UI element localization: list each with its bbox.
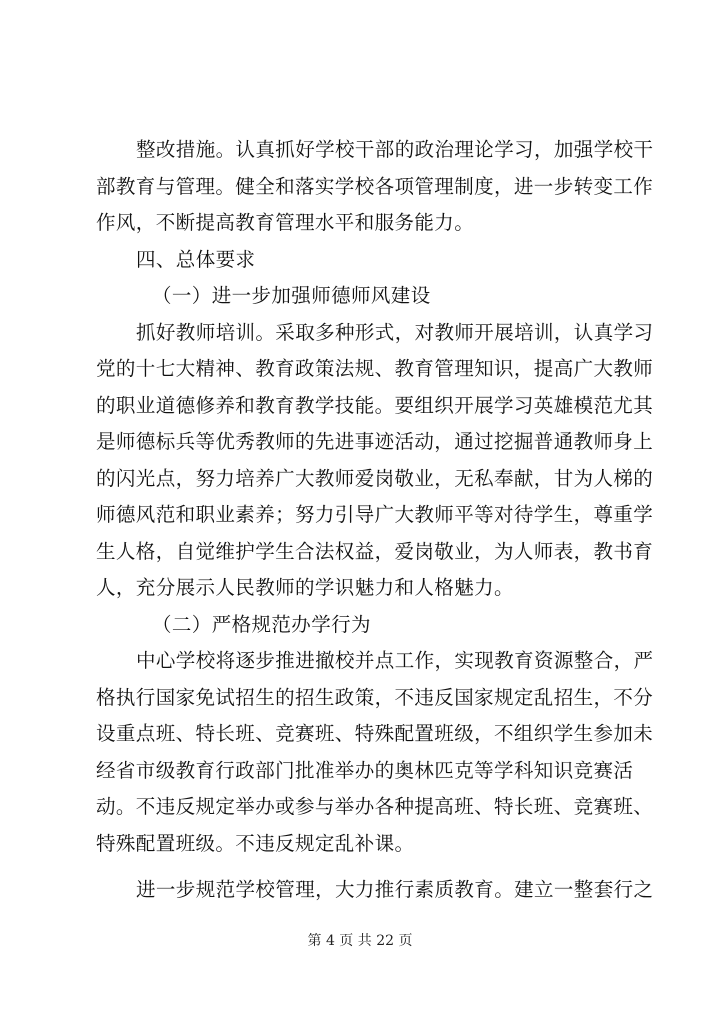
paragraph-line: 特殊配置班级。不违反规定乱补课。 xyxy=(96,831,415,855)
subsection-heading: （二）严格规范办学行为 xyxy=(152,612,371,636)
page-number-footer: 第 4 页 共 22 页 xyxy=(307,933,413,949)
paragraph-line: 师德风范和职业素养；努力引导广大教师平等对待学生，尊重学 xyxy=(96,503,654,526)
paragraph-line: 生人格，自觉维护学生合法权益，爱岗敬业，为人师表，教书育 xyxy=(96,539,654,563)
paragraph-line: 中心学校将逐步推进撤校并点工作，实现教育资源整合，严 xyxy=(136,649,654,672)
section-heading: 四、总体要求 xyxy=(136,247,256,271)
paragraph-line: 设重点班、特长班、竞赛班、特殊配置班级，不组织学生参加未 xyxy=(96,722,654,745)
paragraph-line: 格执行国家免试招生的招生政策，不违反国家规定乱招生，不分 xyxy=(96,685,654,709)
paragraph-gap xyxy=(96,862,636,872)
paragraph-line: 人，充分展示人民教师的学识魅力和人格魅力。 xyxy=(96,576,514,599)
subsection-heading: （一）进一步加强师德师风建设 xyxy=(152,284,431,307)
document-body xyxy=(96,132,654,909)
paragraph-line: 的闪光点，努力培养广大教师爱岗敬业，无私奉献，甘为人梯的 xyxy=(96,466,654,490)
paragraph-line: 的职业道德修养和教育教学技能。要组织开展学习英雄模范尤其 xyxy=(96,393,654,417)
paragraph-line: 抓好教师培训。采取多种形式，对教师开展培训，认真学习 xyxy=(136,320,654,344)
paragraph-line: 进一步规范学校管理，大力推行素质教育。建立一整套行之 xyxy=(136,878,654,901)
paragraph-line: 作风，不断提高教育管理水平和服务能力。 xyxy=(96,211,475,234)
paragraph-line: 是师德标兵等优秀教师的先进事迹活动，通过挖掘普通教师身上 xyxy=(96,430,654,453)
paragraph-line: 党的十七大精神、教育政策法规、教育管理知识，提高广大教师 xyxy=(96,357,654,380)
paragraph-line: 动。不违反规定举办或参与举办各种提高班、特长班、竞赛班、 xyxy=(96,795,654,818)
paragraph-line: 整改措施。认真抓好学校干部的政治理论学习，加强学校干 xyxy=(136,138,654,161)
paragraph-line: 部教育与管理。健全和落实学校各项管理制度，进一步转变工作 xyxy=(96,174,654,198)
paragraph-line: 经省市级教育行政部门批准举办的奥林匹克等学科知识竞赛活 xyxy=(96,758,634,782)
